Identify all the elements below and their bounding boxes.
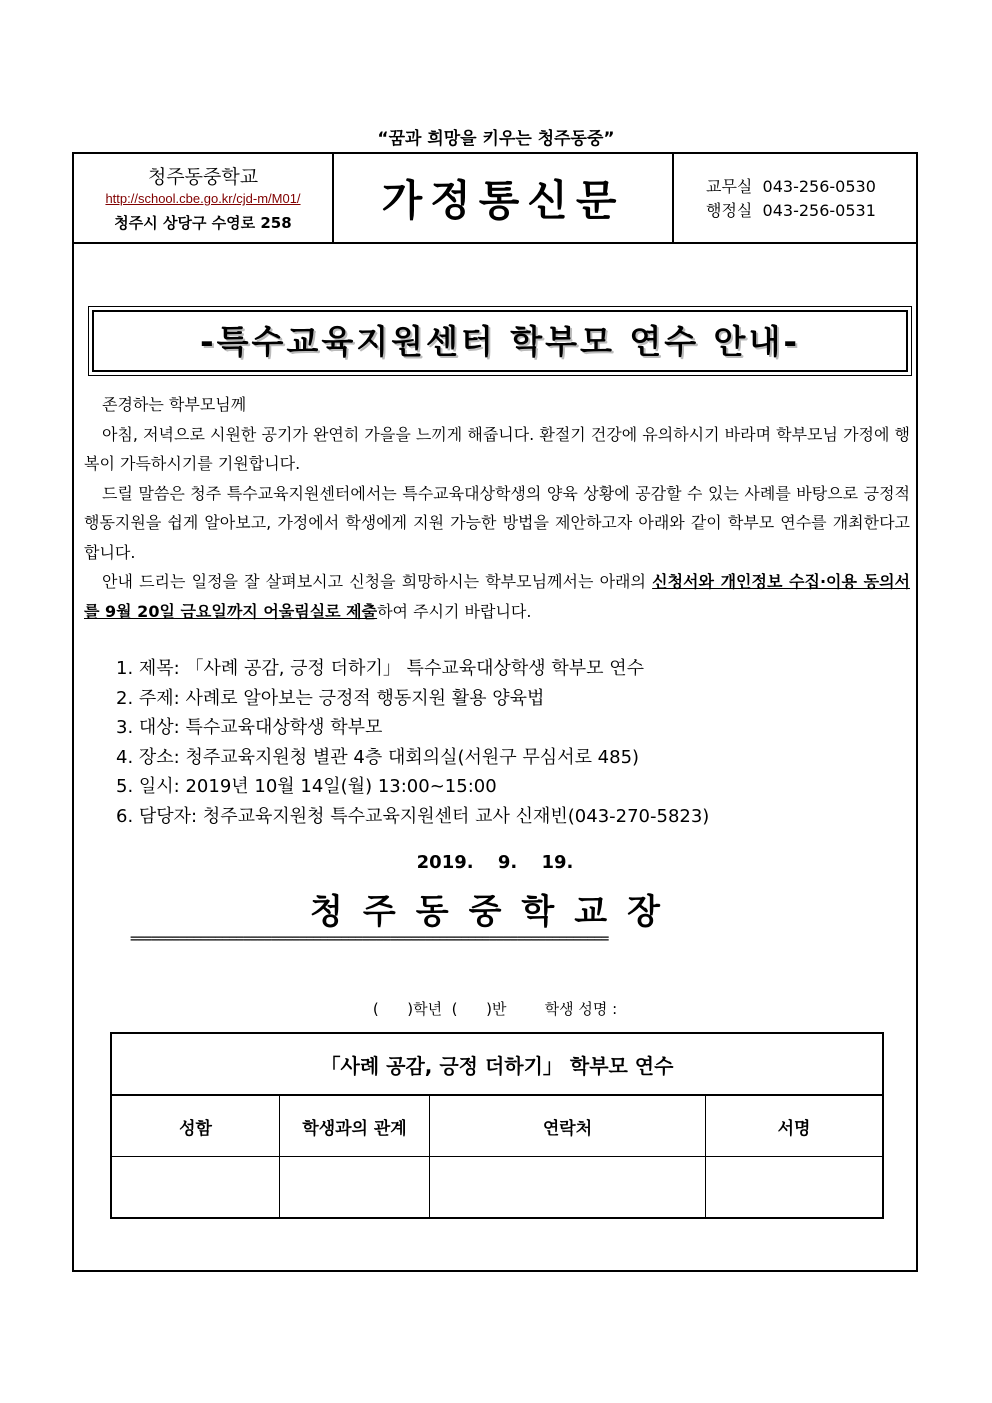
column-header-contact: 연락처 (430, 1095, 706, 1157)
student-info-line: ( )학년 ( )반 학생 성명 : (372, 1000, 618, 1018)
list-item: 5. 일시: 2019년 10월 14일(월) 13:00~15:00 (116, 776, 497, 797)
list-item: 4. 장소: 청주교육지원청 별관 4층 대회의실(서원구 무심서로 485) (116, 746, 640, 768)
contact-label: 교무실 (706, 177, 753, 196)
list-item: 6. 담당자: 청주교육지원청 특수교육지원센터 교사 신재빈(043-270-5823) (116, 805, 710, 827)
newsletter-frame (72, 152, 918, 1272)
paragraph-3-deadline: 신청서와 개인정보 수집·이용 동의서를 9월 20일 금요일까지 어울림실로 제출 (84, 572, 910, 621)
paragraph-3 (84, 567, 910, 626)
newsletter-title: 가정통신문 (381, 176, 625, 225)
principal-signature: 청주동중학교장 (310, 892, 680, 932)
notice-body (84, 390, 910, 626)
list-item: 2. 주제: 사례로 알아보는 긍정적 행동지원 활용 양육법 (116, 687, 545, 709)
issue-date: 2019. 9. 19. (416, 852, 574, 873)
school-url-link[interactable]: http://school.cbe.go.kr/cjd-m/M01/ (105, 191, 301, 206)
cut-separator: ==================================================================== (130, 932, 608, 946)
school-name: 청주동중학교 (147, 166, 259, 188)
contact-office-1 (706, 174, 876, 197)
newsletter-title-cell (334, 154, 674, 242)
form-caption: 「사례 공감, 긍정 더하기」 학부모 연수 (111, 1033, 883, 1095)
relationship-field[interactable] (280, 1157, 430, 1219)
contact-office-2 (706, 198, 876, 221)
greeting: 존경하는 학부모님께 (102, 395, 247, 414)
column-header-signature: 서명 (706, 1095, 884, 1157)
event-details-list (116, 654, 709, 831)
contact-label: 행정실 (706, 201, 753, 220)
paragraph-1: 아침, 저녁으로 시원한 공기가 완연히 가을을 느끼게 해줍니다. 환절기 건강에 유의하시기 바라며 학부모님 가정에 행복이 가득하시기를 기원합니다. (84, 424, 910, 473)
list-item: 1. 제목: 「사례 공감, 긍정 더하기」 특수교육대상학생 학부모 연수 (116, 658, 645, 679)
signature-field[interactable] (706, 1157, 884, 1219)
header-row (74, 154, 916, 244)
contact-phone: 043-256-0530 (762, 177, 876, 196)
column-header-name: 성함 (111, 1095, 280, 1157)
paragraph-3-start: 안내 드리는 일정을 잘 살펴보시고 신청을 희망하시는 학부모님께서는 아래의 (102, 572, 653, 591)
notice-title-box (88, 306, 912, 376)
school-address: 청주시 상당구 수영로 258 (114, 214, 292, 232)
school-info (74, 154, 334, 242)
school-motto: “꿈과 희망을 키우는 청주동중” (377, 129, 615, 149)
application-form-table (110, 1032, 884, 1219)
list-item: 3. 대상: 특수교육대상학생 학부모 (116, 717, 383, 738)
column-header-relationship: 학생과의 관계 (280, 1095, 430, 1157)
paragraph-3-end: 하여 주시기 바랍니다. (377, 601, 532, 621)
name-field[interactable] (111, 1157, 280, 1219)
notice-title: -특수교육지원센터 학부모 연수 안내- (92, 310, 908, 372)
contact-field[interactable] (430, 1157, 706, 1219)
contact-phone: 043-256-0531 (762, 201, 876, 220)
paragraph-2: 드릴 말씀은 청주 특수교육지원센터에서는 특수교육대상학생의 양육 상황에 공감할 수 있는 사례를 바탕으로 긍정적 행동지원을 쉽게 알아보고, 가정에서 학생에게 지원 가능한 방법을 제안하고자 아래와 같이 학부모 연수를 개최한다고 합니다. (84, 483, 910, 562)
contact-info (674, 154, 916, 242)
